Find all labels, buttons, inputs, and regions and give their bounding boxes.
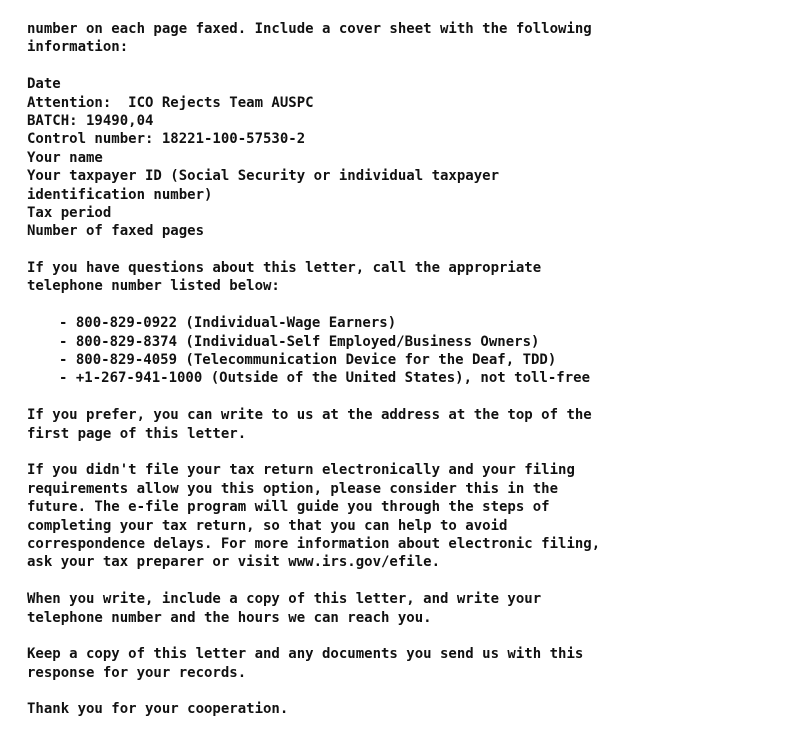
cover-item-name: Your name: [27, 149, 103, 166]
cover-item-faxed-pages: Number of faxed pages: [27, 223, 205, 240]
text-line: future. The e-file program will guide you through the steps of: [27, 499, 550, 516]
efile-paragraph: [27, 461, 787, 571]
questions-paragraph: [27, 259, 787, 296]
cover-item-taxpayer-id-cont: identification number): [27, 186, 213, 203]
phone-item: - 800-829-4059 (Telecommunication Device for the Deaf, TDD): [59, 352, 557, 369]
cover-item-attention: Attention: ICO Rejects Team AUSPC: [27, 94, 314, 111]
cover-item-tax-period: Tax period: [27, 204, 112, 221]
keep-copy-paragraph: [27, 645, 787, 682]
text-line: number on each page faxed. Include a cover sheet with the following: [27, 21, 592, 37]
phone-item: - 800-829-8374 (Individual-Self Employed/Business Owners): [59, 333, 540, 350]
cover-item-batch: BATCH: 19490,04: [27, 112, 154, 129]
text-line: ask your tax preparer or visit www.irs.gov/efile.: [27, 554, 441, 571]
text-line: correspondence delays. For more information about electronic filing,: [27, 535, 601, 552]
text-line: If you have questions about this letter, call the appropriate: [27, 260, 542, 277]
cover-item-taxpayer-id: Your taxpayer ID (Social Security or individual taxpayer: [27, 168, 500, 185]
when-write-paragraph: [27, 590, 787, 627]
prefer-write-paragraph: [27, 406, 787, 443]
phone-list: [27, 314, 787, 388]
text-line: completing your tax return, so that you can help to avoid: [27, 517, 508, 534]
text-line: first page of this letter.: [27, 425, 247, 442]
phone-item: - 800-829-0922 (Individual-Wage Earners): [59, 315, 397, 332]
text-line: requirements allow you this option, please consider this in the: [27, 480, 559, 497]
cover-sheet-list: [27, 75, 787, 241]
text-line: If you didn't file your tax return electronically and your filing: [27, 462, 575, 479]
text-line: telephone number and the hours we can reach you.: [27, 609, 432, 626]
phone-item: - +1-267-941-1000 (Outside of the United States), not toll-free: [59, 370, 591, 387]
cover-item-control-number: Control number: 18221-100-57530-2: [27, 131, 306, 148]
text-line: Keep a copy of this letter and any documents you send us with this: [27, 646, 584, 663]
text-line: If you prefer, you can write to us at the address at the top of the: [27, 407, 592, 424]
text-line: When you write, include a copy of this letter, and write your: [27, 591, 542, 608]
intro-paragraph: [27, 20, 787, 57]
text-line: response for your records.: [27, 664, 247, 681]
text-line: telephone number listed below:: [27, 278, 280, 295]
closing-line: Thank you for your cooperation.: [27, 701, 289, 718]
cover-item-date: Date: [27, 76, 61, 93]
letter-page: [27, 20, 787, 719]
text-line: information:: [27, 39, 129, 56]
